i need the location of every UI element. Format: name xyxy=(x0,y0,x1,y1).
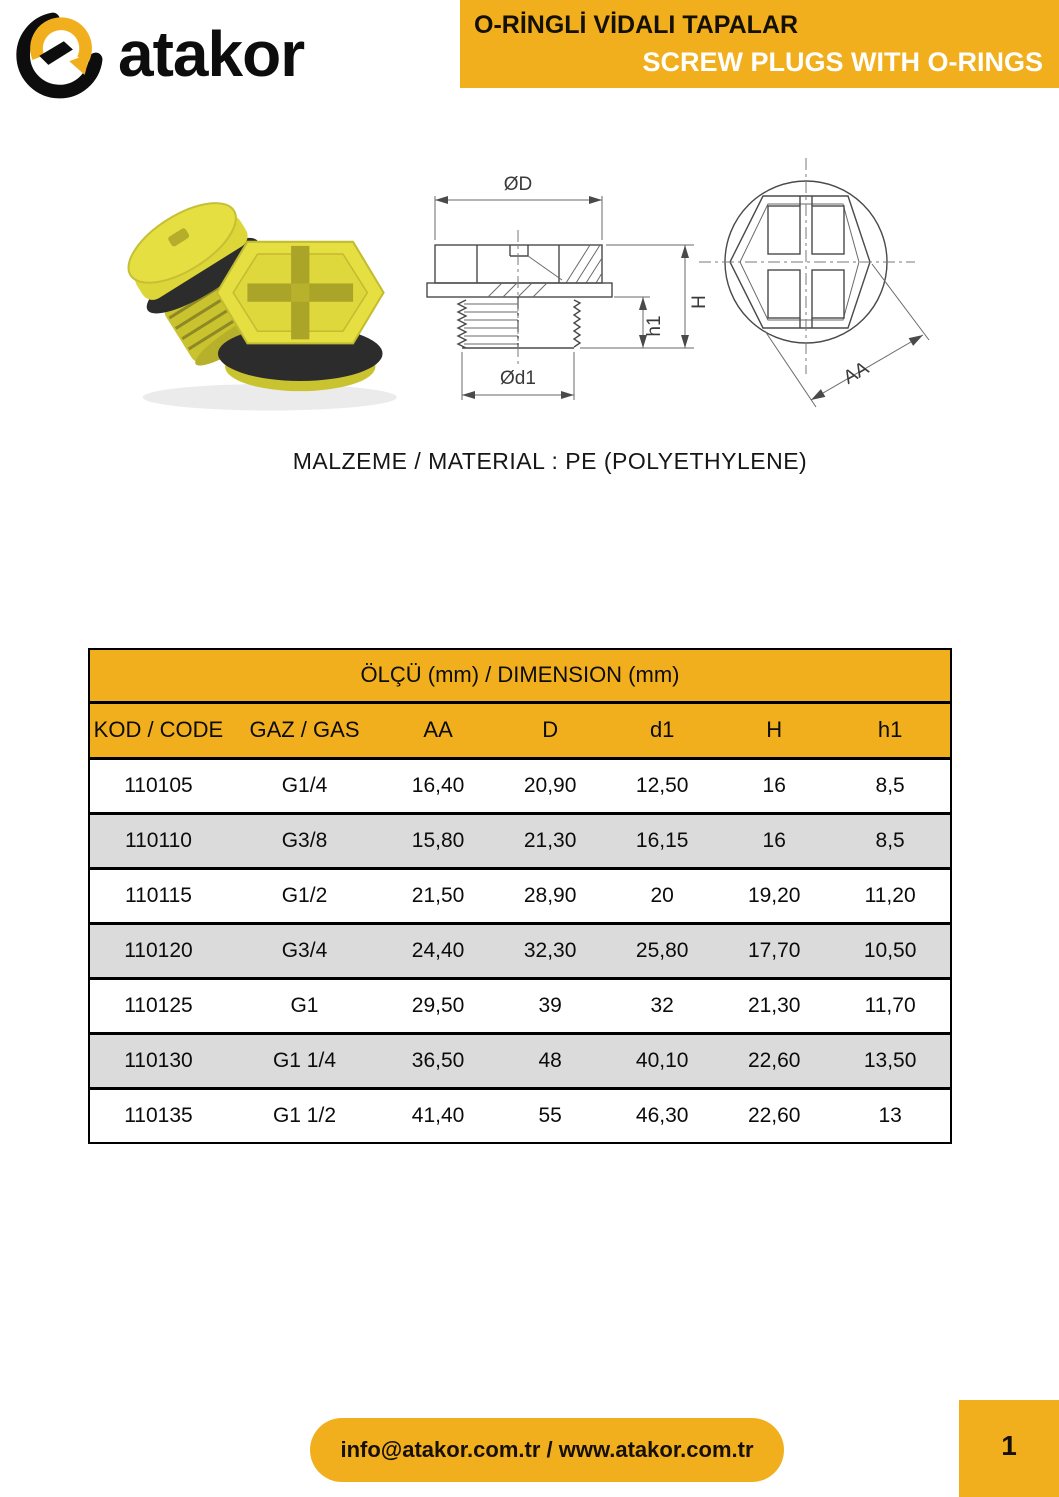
cell-h: 22,60 xyxy=(718,1088,830,1143)
cell-aa: 21,50 xyxy=(382,868,494,923)
cell-gas: G3/8 xyxy=(227,813,382,868)
table-row xyxy=(89,758,951,813)
cell-gas: G1 1/4 xyxy=(227,1033,382,1088)
cell-code: 110110 xyxy=(89,813,227,868)
atakor-logo-icon xyxy=(10,4,114,104)
col-header-h1: h1 xyxy=(830,702,951,758)
dim-label-AA: AA xyxy=(840,357,873,389)
cell-h1: 8,5 xyxy=(830,758,951,813)
cell-h: 22,60 xyxy=(718,1033,830,1088)
cell-aa: 36,50 xyxy=(382,1033,494,1088)
cell-code: 110105 xyxy=(89,758,227,813)
cell-d1: 16,15 xyxy=(606,813,718,868)
cell-aa: 15,80 xyxy=(382,813,494,868)
cell-d: 20,90 xyxy=(494,758,606,813)
col-header-code: KOD / CODE xyxy=(89,702,227,758)
cell-h1: 13,50 xyxy=(830,1033,951,1088)
cell-code: 110125 xyxy=(89,978,227,1033)
cell-aa: 24,40 xyxy=(382,923,494,978)
page-title-english: SCREW PLUGS WITH O-RINGS xyxy=(642,47,1043,77)
table-row xyxy=(89,868,951,923)
cell-h1: 11,20 xyxy=(830,868,951,923)
cell-d1: 40,10 xyxy=(606,1033,718,1088)
cell-gas: G1 xyxy=(227,978,382,1033)
cell-h: 17,70 xyxy=(718,923,830,978)
cell-code: 110115 xyxy=(89,868,227,923)
dim-label-H: H xyxy=(689,295,710,309)
table-row xyxy=(89,923,951,978)
col-header-h: H xyxy=(718,702,830,758)
cell-gas: G1/4 xyxy=(227,758,382,813)
cell-aa: 16,40 xyxy=(382,758,494,813)
cell-d1: 20 xyxy=(606,868,718,923)
col-header-aa: AA xyxy=(382,702,494,758)
cell-h1: 11,70 xyxy=(830,978,951,1033)
cell-gas: G1/2 xyxy=(227,868,382,923)
cell-gas: G3/4 xyxy=(227,923,382,978)
cell-d: 21,30 xyxy=(494,813,606,868)
logo-wordmark: atakor xyxy=(118,18,305,90)
table-title: ÖLÇÜ (mm) / DIMENSION (mm) xyxy=(89,649,951,702)
table-header-row xyxy=(89,702,951,758)
cell-d: 32,30 xyxy=(494,923,606,978)
material-note: MALZEME / MATERIAL : PE (POLYETHYLENE) xyxy=(292,448,808,474)
cell-d: 55 xyxy=(494,1088,606,1143)
table-row xyxy=(89,1033,951,1088)
cell-gas: G1 1/2 xyxy=(227,1088,382,1143)
dim-label-d1: Ød1 xyxy=(500,368,536,389)
page-number-badge: 1 xyxy=(959,1400,1059,1497)
cell-d: 48 xyxy=(494,1033,606,1088)
cell-d: 28,90 xyxy=(494,868,606,923)
dim-label-h1: h1 xyxy=(644,315,665,337)
cell-code: 110130 xyxy=(89,1033,227,1088)
cell-d1: 32 xyxy=(606,978,718,1033)
page-title-turkish: O-RİNGLİ VİDALI TAPALAR xyxy=(474,11,799,39)
table-title-row xyxy=(89,649,951,702)
table-row xyxy=(89,1088,951,1143)
dimension-table xyxy=(88,648,952,1144)
cell-h1: 10,50 xyxy=(830,923,951,978)
cell-h1: 8,5 xyxy=(830,813,951,868)
company-logo xyxy=(10,4,304,104)
section-view-drawing xyxy=(422,150,722,440)
cell-h1: 13 xyxy=(830,1088,951,1143)
cell-aa: 29,50 xyxy=(382,978,494,1033)
cell-aa: 41,40 xyxy=(382,1088,494,1143)
table-row xyxy=(89,978,951,1033)
col-header-gas: GAZ / GAS xyxy=(227,702,382,758)
table-row xyxy=(89,813,951,868)
top-view-drawing xyxy=(693,148,1041,450)
cell-code: 110135 xyxy=(89,1088,227,1143)
cell-h: 21,30 xyxy=(718,978,830,1033)
cell-d: 39 xyxy=(494,978,606,1033)
cell-h: 19,20 xyxy=(718,868,830,923)
cell-d1: 12,50 xyxy=(606,758,718,813)
cell-h: 16 xyxy=(718,758,830,813)
product-photo xyxy=(92,145,412,425)
cell-code: 110120 xyxy=(89,923,227,978)
header-band xyxy=(460,0,1059,88)
col-header-d1: d1 xyxy=(606,702,718,758)
cell-d1: 46,30 xyxy=(606,1088,718,1143)
dim-label-D: ØD xyxy=(503,174,533,195)
col-header-d: D xyxy=(494,702,606,758)
cell-d1: 25,80 xyxy=(606,923,718,978)
cell-h: 16 xyxy=(718,813,830,868)
footer-contact[interactable]: info@atakor.com.tr / www.atakor.com.tr xyxy=(310,1418,784,1482)
